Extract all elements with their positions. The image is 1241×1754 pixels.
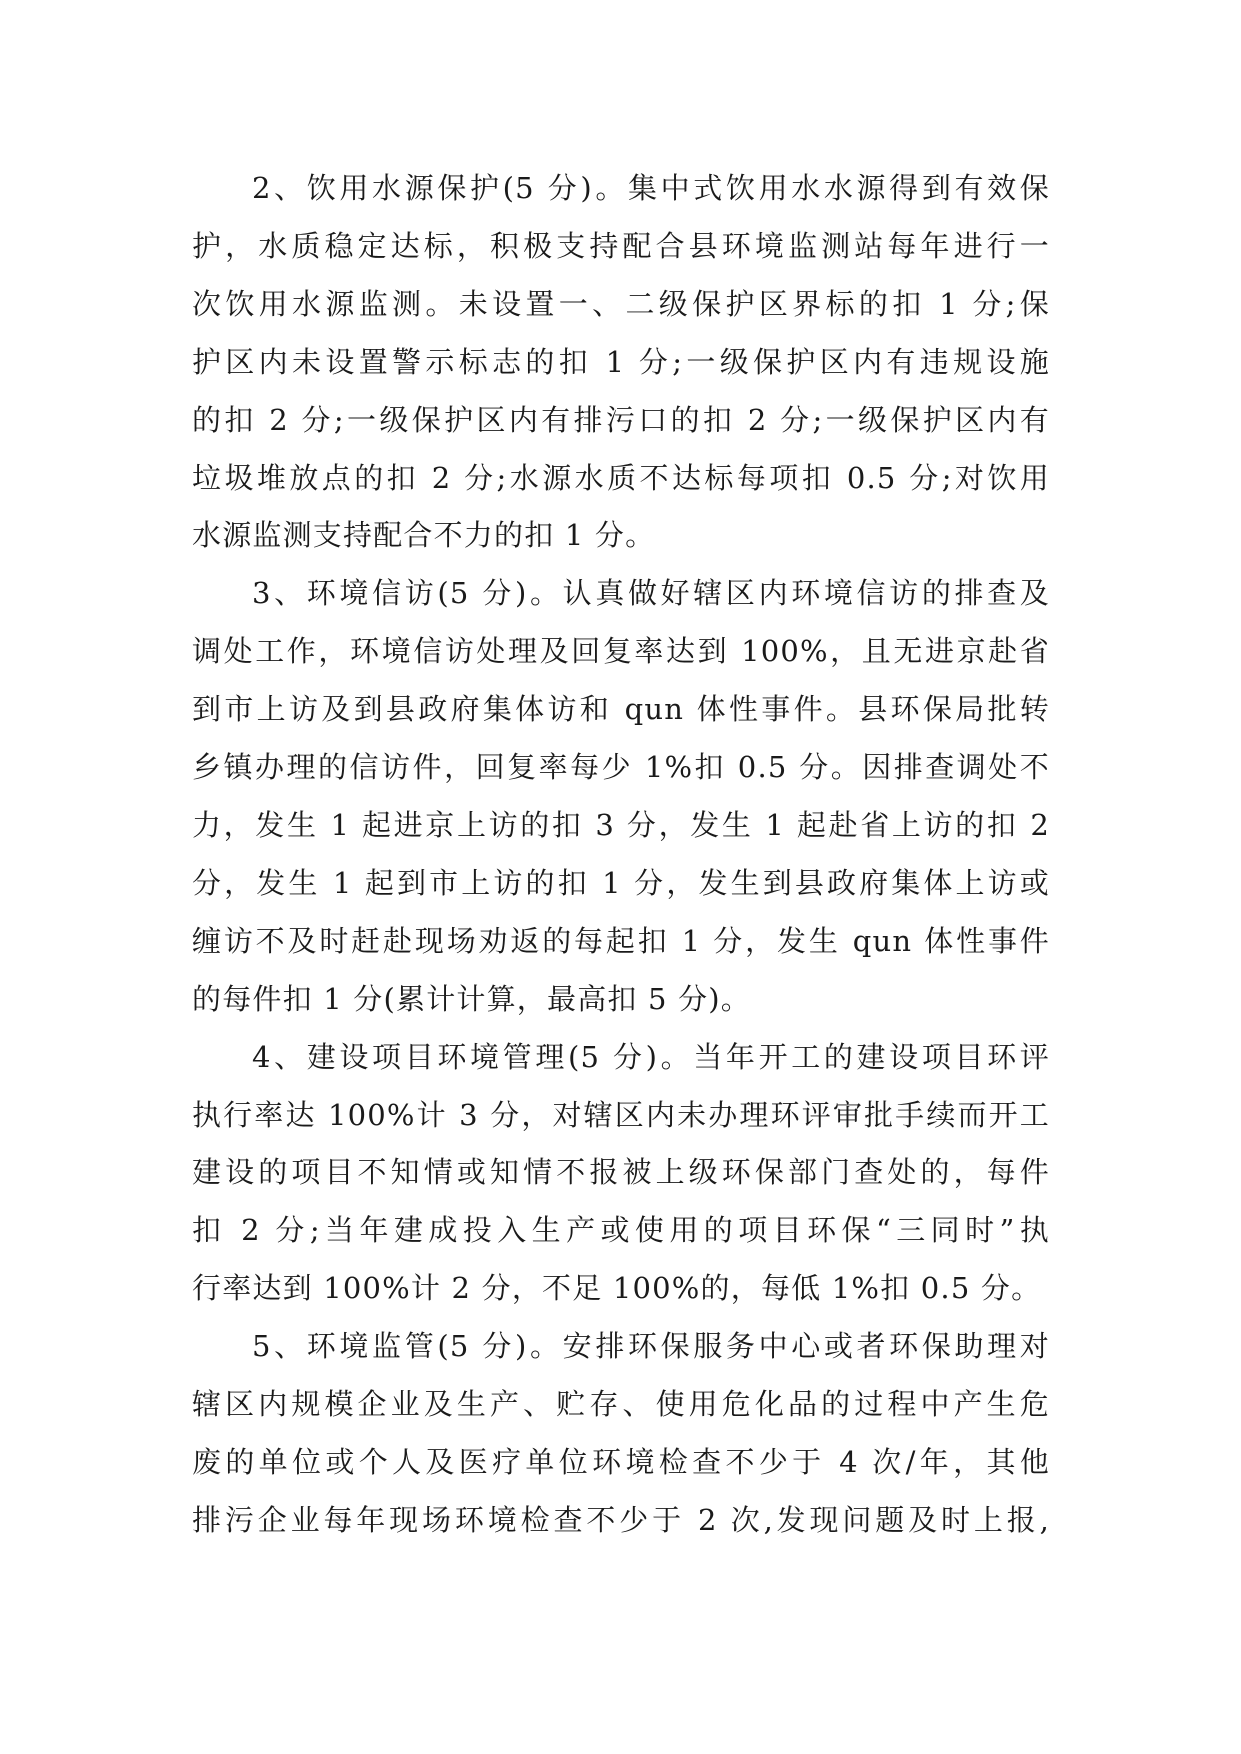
text-line: 调处工作，环境信访处理及回复率达到 100%，且无进京赴省 [192, 634, 1050, 669]
text-line: 乡镇办理的信访件，回复率每少 1%扣 0.5 分。因排查调处不 [192, 750, 1050, 785]
text-line: 缠访不及时赶赴现场劝返的每起扣 1 分，发生 qun 体性事件 [192, 923, 1050, 958]
text-line: 垃圾堆放点的扣 2 分;水源水质不达标每项扣 0.5 分;对饮用 [192, 460, 1050, 495]
text-line: 水源监测支持配合不力的扣 1 分。 [192, 518, 656, 553]
text-line: 扣 2 分;当年建成投入生产或使用的项目环保“三同时”执 [192, 1213, 1050, 1248]
text-line: 废的单位或个人及医疗单位环境检查不少于 4 次/年，其他 [192, 1444, 1050, 1479]
paragraph-environmental-supervision [192, 1318, 1050, 1550]
text-line: 的扣 2 分;一级保护区内有排污口的扣 2 分;一级保护区内有 [192, 402, 1050, 437]
document-body [192, 160, 1050, 1550]
text-line: 护区内未设置警示标志的扣 1 分;一级保护区内有违规设施 [192, 344, 1050, 379]
text-line: 辖区内规模企业及生产、贮存、使用危化品的过程中产生危 [192, 1387, 1050, 1422]
text-line: 分，发生 1 起到市上访的扣 1 分，发生到县政府集体上访或 [192, 865, 1050, 900]
text-line: 次饮用水源监测。未设置一、二级保护区界标的扣 1 分;保 [192, 286, 1050, 321]
text-line: 排污企业每年现场环境检查不少于 2 次,发现问题及时上报, [192, 1502, 1050, 1537]
paragraph-construction-project-management [192, 1029, 1050, 1319]
text-line: 到市上访及到县政府集体访和 qun 体性事件。县环保局批转 [192, 692, 1050, 727]
text-line: 执行率达 100%计 3 分，对辖区内未办理环评审批手续而开工 [192, 1097, 1050, 1132]
text-line: 建设的项目不知情或知情不报被上级环保部门查处的，每件 [192, 1155, 1050, 1190]
text-line: 2、饮用水源保护(5 分)。集中式饮用水水源得到有效保 [252, 171, 1050, 205]
text-line: 行率达到 100%计 2 分，不足 100%的，每低 1%扣 0.5 分。 [192, 1271, 1042, 1306]
text-line: 的每件扣 1 分(累计计算，最高扣 5 分)。 [192, 981, 752, 1016]
text-line: 5、环境监管(5 分)。安排环保服务中心或者环保助理对 [252, 1329, 1050, 1364]
text-line: 3、环境信访(5 分)。认真做好辖区内环境信访的排查及 [252, 576, 1050, 611]
text-line: 4、建设项目环境管理(5 分)。当年开工的建设项目环评 [252, 1039, 1050, 1074]
paragraph-drinking-water-protection [192, 160, 1050, 565]
text-line: 护，水质稳定达标，积极支持配合县环境监测站每年进行一 [192, 228, 1050, 263]
paragraph-environmental-petitions [192, 565, 1050, 1028]
text-line: 力，发生 1 起进京上访的扣 3 分，发生 1 起赴省上访的扣 2 [192, 807, 1050, 842]
